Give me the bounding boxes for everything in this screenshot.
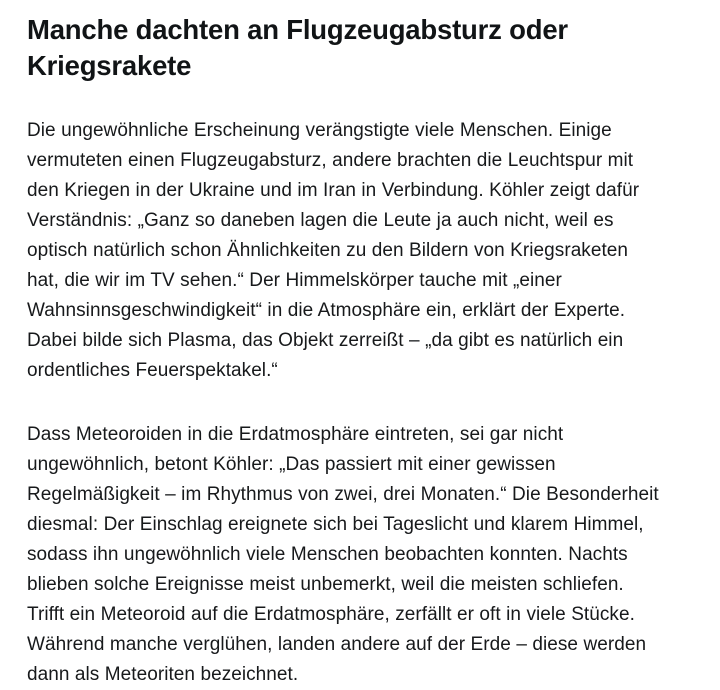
article-paragraph: Dass Meteoroiden in die Erdatmosphäre eintreten, sei gar nicht ungewöhnlich, betont Köhler: „Das passiert mit einer gewissen Regelmäßigkeit – im Rhythmus von zwei, drei Monaten.“ Die Besonderheit diesmal: Der Einschlag ereignete sich bei Tageslicht und klarem Himmel, sodass ihn ungewöhnlich viele Menschen beobachten konnten. Nachts blieben solche Ereignisse meist unbemerkt, weil die meisten schliefen. Trifft ein Meteoroid auf die Erdatmosphäre, zerfällt er oft in viele Stücke. Während manche verglühen, landen andere auf der Erde – diese werden dann als Meteoriten bezeichnet. xyxy=(27,424,659,685)
article-paragraph: Die ungewöhnliche Erscheinung verängstigte viele Menschen. Einige vermuteten einen Flugzeugabsturz, andere brachten die Leuchtspur mit den Kriegen in der Ukraine und im Iran in Verbindung. Köhler zeigt dafür Verständnis: „Ganz so daneben lagen die Leute ja auch nicht, weil es optisch natürlich schon Ähnlichkeiten zu den Bildern von Kriegsraketen hat, die wir im TV sehen.“ Der Himmelskörper tauche mit „einer Wahnsinnsgeschwindigkeit“ in die Atmosphäre ein, erklärt der Experte. Dabei bilde sich Plasma, das Objekt zerreißt – „da gibt es natürlich ein ordentliches Feuerspektakel.“ xyxy=(27,120,640,381)
article-body xyxy=(27,84,665,690)
article-heading: Manche dachten an Flugzeugabsturz oder Kriegsrakete xyxy=(27,14,568,81)
